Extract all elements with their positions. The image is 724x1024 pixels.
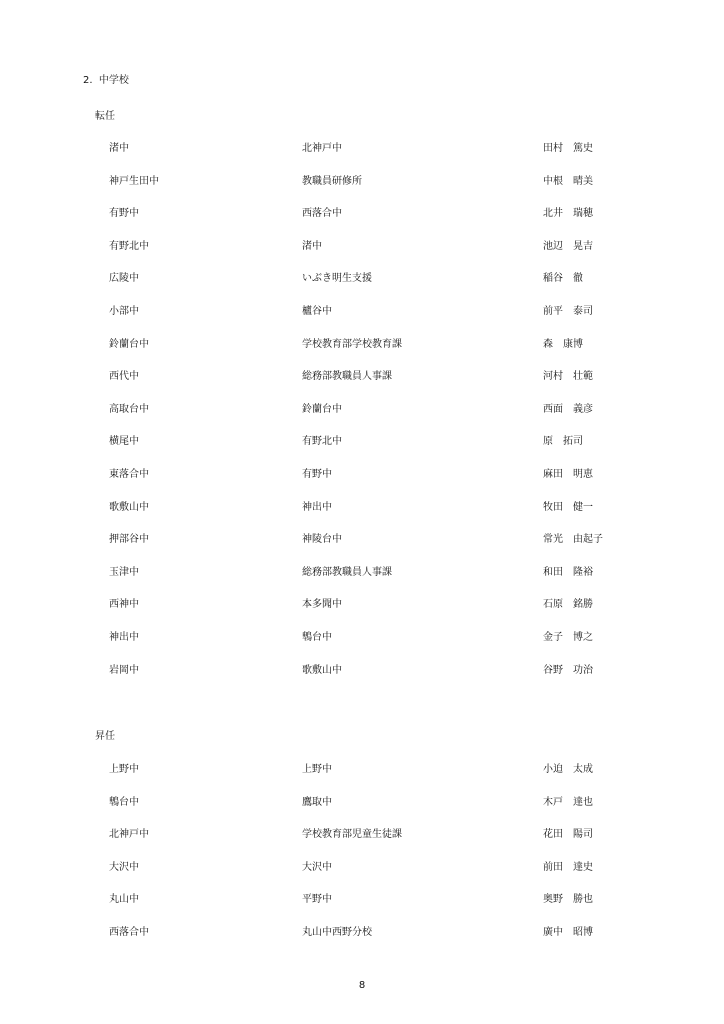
to-school: 櫨谷中 [302,306,332,317]
from-school: 小部中 [109,306,139,317]
to-school: 鵯台中 [302,632,332,643]
from-school: 丸山中 [109,894,139,906]
table-row [0,598,724,612]
table-row [0,796,724,810]
from-school: 上野中 [109,764,139,775]
from-school: 大沢中 [109,861,139,873]
person-name: 牧田 健一 [543,501,593,513]
to-school: 本多聞中 [302,599,342,611]
to-school: 神出中 [302,501,332,513]
table-row [0,338,724,352]
to-school: 学校教育部学校教育課 [302,338,402,350]
table-row [0,435,724,449]
to-school: 神陵台中 [302,534,342,546]
to-school: 鷹取中 [302,796,332,808]
from-school: 高取台中 [109,403,149,415]
page-number: 8 [358,980,366,991]
section-title [83,74,129,88]
table-row [0,207,724,221]
person-name: 花田 陽司 [543,829,593,841]
table-row [0,893,724,907]
person-name: 河村 壮範 [543,371,593,383]
from-school: 歌敷山中 [109,501,149,513]
person-name: 西面 義彦 [543,403,593,415]
table-row [0,370,724,384]
to-school: 丸山中西野分校 [302,927,372,938]
to-school: 鈴蘭台中 [302,403,342,415]
to-school: 北神戸中 [302,143,342,154]
person-name: 稲谷 徹 [543,273,583,285]
table-row [0,763,724,777]
table-row [0,175,724,189]
table-row [0,631,724,645]
table-row [0,566,724,580]
from-school: 岩岡中 [109,664,139,676]
person-name: 和田 隆裕 [543,566,593,578]
table-row [0,240,724,254]
from-school: 北神戸中 [109,829,149,841]
person-name: 小迫 太成 [543,764,593,775]
from-school: 神戸生田中 [109,175,159,187]
to-school: 歌敷山中 [302,664,342,676]
table-row [0,533,724,547]
table-row [0,468,724,482]
person-name: 田村 篤史 [543,143,593,154]
table-row [0,926,724,940]
person-name: 池辺 晃吉 [543,240,593,252]
to-school: 有野中 [302,469,332,480]
from-school: 渚中 [109,143,129,154]
to-school: 有野北中 [302,436,342,448]
from-school: 西落合中 [109,927,149,938]
from-school: 有野北中 [109,240,149,252]
person-name: 北井 瑞穂 [543,208,593,220]
person-name: 中根 晴美 [543,175,593,187]
section-number: 2. [83,75,93,86]
to-school: 上野中 [302,764,332,775]
promotion-heading: 昇任 [95,731,115,742]
to-school: 平野中 [302,894,332,906]
from-school: 玉津中 [109,566,139,578]
from-school: 西代中 [109,371,139,383]
from-school: 押部谷中 [109,534,149,546]
from-school: 西神中 [109,599,139,611]
person-name: 金子 博之 [543,632,593,643]
person-name: 前平 泰司 [543,306,593,317]
table-row [0,403,724,417]
from-school: 鈴蘭台中 [109,338,149,350]
to-school: 総務部教職員人事課 [302,371,392,383]
table-row [0,272,724,286]
from-school: 横尾中 [109,436,139,448]
person-name: 石原 銘勝 [543,599,593,611]
table-row [0,861,724,875]
person-name: 森 康博 [543,338,583,350]
transfer-heading: 転任 [95,111,115,122]
person-name: 廣中 昭博 [543,927,593,938]
to-school: 総務部教職員人事課 [302,566,392,578]
person-name: 谷野 功治 [543,664,593,676]
table-row [0,142,724,156]
table-row [0,305,724,319]
table-row [0,501,724,515]
from-school: 有野中 [109,208,139,220]
person-name: 麻田 明恵 [543,469,593,480]
from-school: 神出中 [109,632,139,643]
person-name: 奥野 勝也 [543,894,593,906]
to-school: いぶき明生支援 [302,273,372,285]
to-school: 教職員研修所 [302,175,362,187]
from-school: 東落合中 [109,469,149,480]
person-name: 原 拓司 [543,436,583,448]
table-row [0,664,724,678]
to-school: 西落合中 [302,208,342,220]
section-name: 中学校 [98,75,129,86]
person-name: 前田 達史 [543,861,593,873]
table-row [0,828,724,842]
from-school: 鵯台中 [109,796,139,808]
person-name: 木戸 達也 [543,796,593,808]
to-school: 渚中 [302,240,322,252]
to-school: 学校教育部児童生徒課 [302,829,402,841]
person-name: 常光 由起子 [543,534,603,546]
to-school: 大沢中 [302,861,332,873]
from-school: 広陵中 [109,273,139,285]
